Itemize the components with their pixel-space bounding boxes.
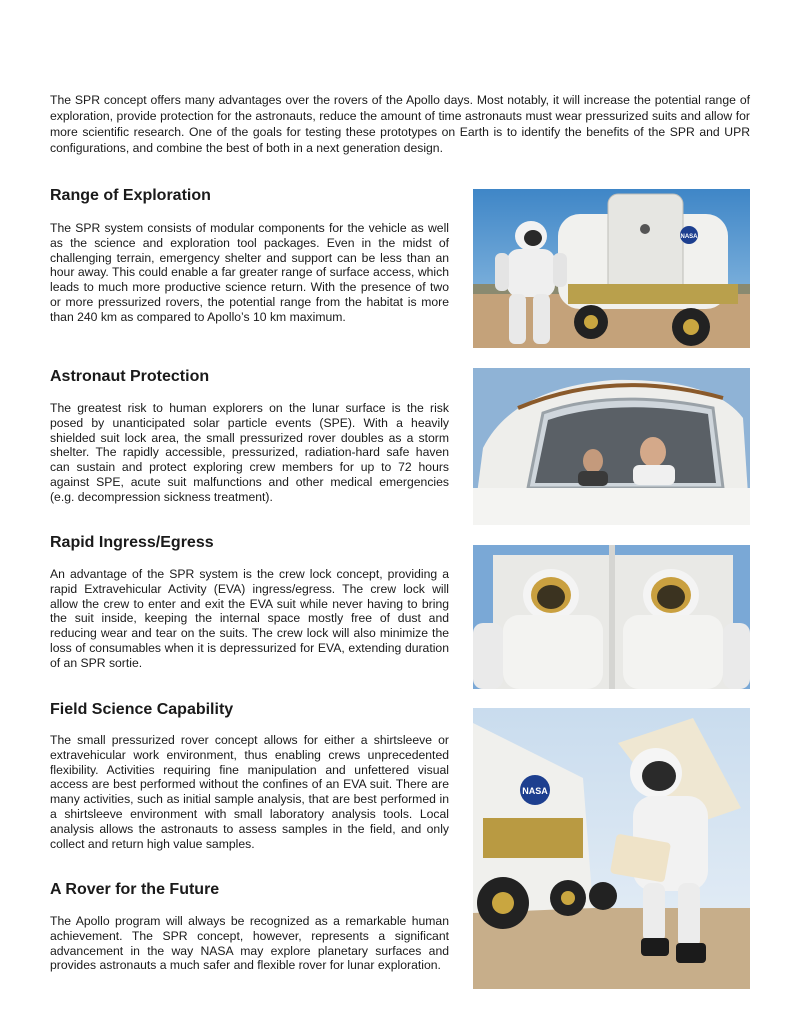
- nasa-logo-large: NASA: [522, 786, 548, 796]
- photo-astronaut-rover: [473, 189, 750, 348]
- section-title-range: Range of Exploration: [50, 187, 211, 204]
- section-body-field-science: The small pressurized rover concept allows for either a shirtsleeve or extravehicular work environment, thus enabling crews unprecedented flexibility. Activities requiring fine manipulation and unfettered visual access are best performed without the confines of an EVA suit. There are many activities, such as initial sample analysis, that are best performed in a shirtsleeve environment with small laboratory analysis tools. Local analysis allows the astronauts to assess samples in the field, and only collect and return high value samples.: [50, 733, 449, 851]
- section-body-future: The Apollo program will always be recognized as a remarkable human achievement. The SPR concept, however, represents a significant advancement in the way NASA may explore planetary surfaces and provides astronauts a much safer and flexible rover for lunar exploration.: [50, 914, 449, 973]
- photo-rover-cabin: [473, 368, 750, 525]
- section-title-ingress: Rapid Ingress/Egress: [50, 534, 214, 551]
- section-title-protection: Astronaut Protection: [50, 368, 210, 385]
- section-title-field-science: Field Science Capability: [50, 701, 234, 718]
- section-body-range: The SPR system consists of modular components for the vehicle as well as the science and exploration tool packages. Even in the midst of challenging terrain, emergency shelter and support can be less than an hour away. This could enable a far greater range of surface access, which leads to much more productive science return. With the presence of two or more pressurized rovers, the potential range from the habitat is more than 240 km as compared to Apollo’s 10 km maximum.: [50, 221, 449, 324]
- nasa-logo-small: NASA: [680, 234, 698, 240]
- intro-paragraph: The SPR concept offers many advantages over the rovers of the Apollo days. Most notably, it will increase the potential range of exploration, provide protection for the astronauts, reduce the amount of time astronauts must wear pressurized suits and allow for more scientific research. One of the goals for testing these prototypes on Earth is to identify the benefits of the SPR and UPR configurations, and combine the best of both in a next generation design.: [50, 93, 750, 155]
- photo-field-science: [473, 708, 750, 989]
- section-body-protection: The greatest risk to human explorers on the lunar surface is the risk posed by unanticipated solar particle events (SPE). With a heavily shielded suit lock area, the small pressurized rover doubles as a storm shelter. The rapidly accessible, pressurized, radiation-hard safe haven can sustain and protect exploring crew members for up to 72 hours against SPE, acute suit malfunctions and other medical emergencies (e.g. decompression sickness treatment).: [50, 401, 449, 504]
- section-body-ingress: An advantage of the SPR system is the crew lock concept, providing a rapid Extravehicular Activity (EVA) ingress/egress. The crew lock will allow the crew to enter and exit the EVA suit while never having to bring the suit inside, keeping the internal space mostly free of dust and reducing wear and tear on the suits. The crew lock will also minimize the loss of consumables when it is depressurized for EVA, extending duration of an SPR sortie.: [50, 567, 449, 670]
- photo-suitports: [473, 545, 750, 689]
- section-title-future: A Rover for the Future: [50, 881, 220, 898]
